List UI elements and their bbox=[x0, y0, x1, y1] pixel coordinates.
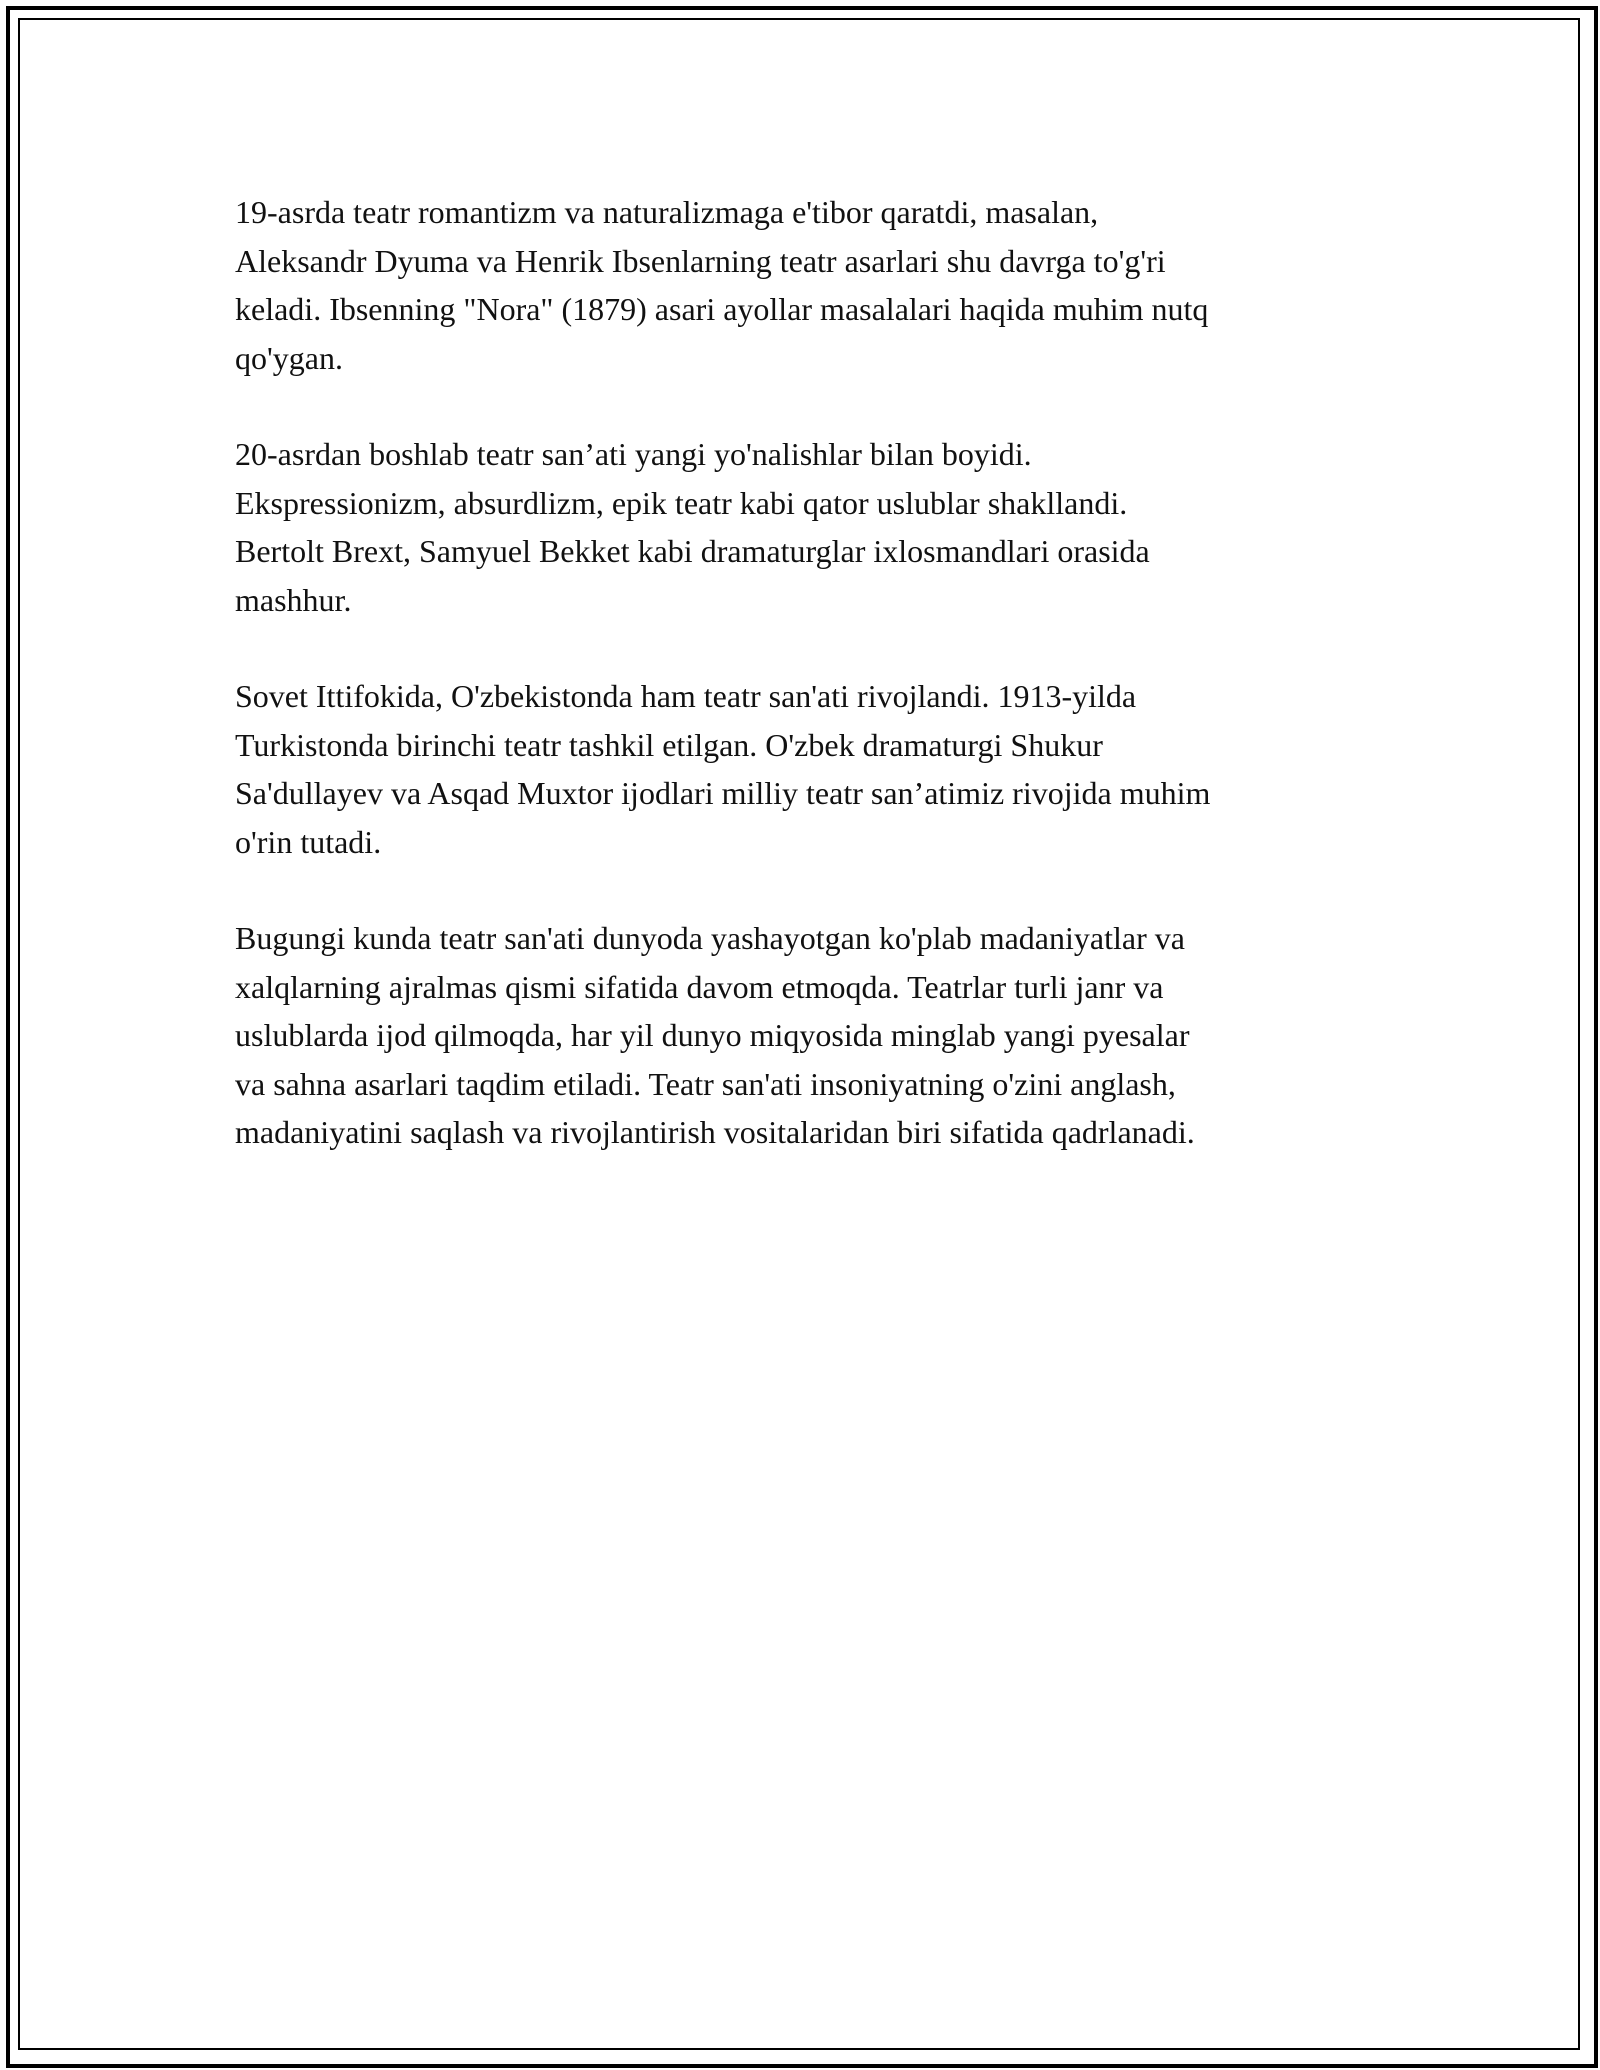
text-line: Ekspressionizm, absurdlizm, epik teatr kabi qator uslublar shakllandi. bbox=[235, 484, 1128, 521]
text-line: 19-asrda teatr romantizm va naturalizmaga e'tibor qaratdi, masalan, bbox=[235, 194, 1099, 230]
text-line: Aleksandr Dyuma va Henrik Ibsenlarning teatr asarlari shu davrga to'g'ri bbox=[235, 242, 1166, 279]
text-line: 20-asrdan boshlab teatr san’ati yangi yo'nalishlar bilan boyidi. bbox=[235, 436, 1032, 472]
text-line: o'rin tutadi. bbox=[235, 823, 382, 860]
text-line: va sahna asarlari taqdim etiladi. Teatr san'ati insoniyatning o'zini anglash, bbox=[235, 1065, 1176, 1102]
text-line: xalqlarning ajralmas qismi sifatida davom etmoqda. Teatrlar turli janr va bbox=[235, 968, 1164, 1005]
paragraph-3 bbox=[235, 672, 1365, 866]
text-line: Turkistonda birinchi teatr tashkil etilgan. O'zbek dramaturgi Shukur bbox=[235, 726, 1103, 763]
text-line: mashhur. bbox=[235, 581, 352, 618]
document-body bbox=[235, 188, 1365, 1205]
text-line: Bertolt Brext, Samyuel Bekket kabi dramaturglar ixlosmandlari orasida bbox=[235, 533, 1150, 569]
paragraph-1 bbox=[235, 188, 1365, 382]
text-line: uslublarda ijod qilmoqda, har yil dunyo miqyosida minglab yangi pyesalar bbox=[235, 1017, 1190, 1053]
paragraph-2 bbox=[235, 430, 1365, 624]
text-line: keladi. Ibsenning "Nora" (1879) asari ayollar masalalari haqida muhim nutq bbox=[235, 291, 1209, 327]
text-line: Sa'dullayev va Asqad Muxtor ijodlari milliy teatr san’atimiz rivojida muhim bbox=[235, 775, 1211, 811]
text-line: Sovet Ittifokida, O'zbekistonda ham teatr san'ati rivojlandi. 1913-yilda bbox=[235, 678, 1137, 714]
text-line: qo'ygan. bbox=[235, 339, 343, 376]
text-line: Bugungi kunda teatr san'ati dunyoda yashayotgan ko'plab madaniyatlar va bbox=[235, 920, 1185, 956]
text-line: madaniyatini saqlash va rivojlantirish vositalaridan biri sifatida qadrlanadi. bbox=[235, 1114, 1195, 1150]
paragraph-4 bbox=[235, 914, 1365, 1157]
